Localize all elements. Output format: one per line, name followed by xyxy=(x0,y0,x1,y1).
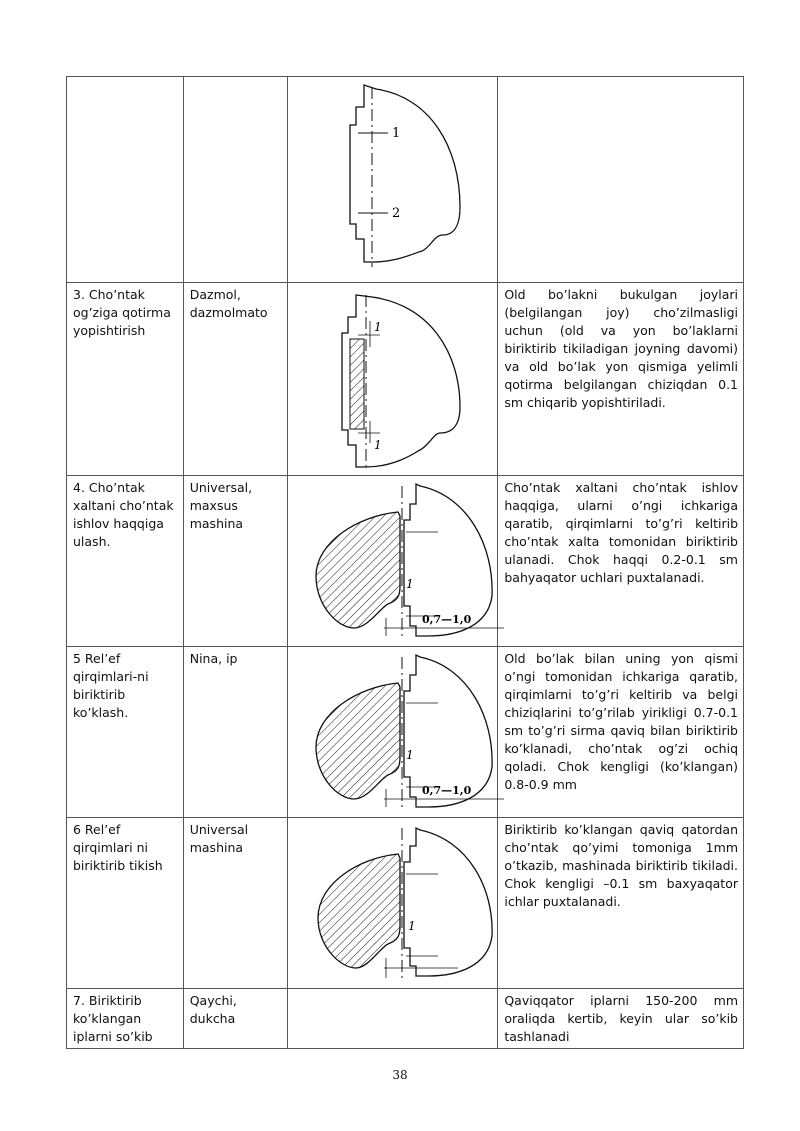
equipment-cell: Nina, ip xyxy=(183,647,288,818)
equipment-cell: Universal mashina xyxy=(183,818,288,989)
table-row xyxy=(67,818,744,989)
description-cell xyxy=(498,77,744,283)
process-table xyxy=(66,76,744,1049)
figure-label: 0,7—1,0 xyxy=(422,784,472,797)
description-cell: Old bo’lakni bukulgan joylari (belgilangan joy) cho’zilmasligi uchun (old va yon bo’laklarni biriktirib tikiladigan joyning davomi) va old bo’lak yon qismiga yelimli qotirma belgilangan chiziqdan 0.1 sm chiqarib yopishtiriladi. xyxy=(498,283,744,476)
step-cell: 5 Rel’ef qirqimlari-ni biriktirib ko’klash. xyxy=(67,647,184,818)
figure-cell xyxy=(288,283,498,476)
description-cell: Old bo’lak bilan uning yon qismi o’ngi tomonidan ichkariga qaratib, qirqimlarni to’g’ri keltirib va belgi chiziqlarini to’g’rilab yirikligi 0.7-0.1 sm to’g’ri sirma qaviq bilan biriktirib ko’klanadi, cho’ntak og’zi ochiq qoladi. Chok kengligi (ko’klangan) 0.8-0.9 mm xyxy=(498,647,744,818)
description-cell: Cho’ntak xaltani cho’ntak ishlov haqqiga, ularni o’ngi ichkariga qaratib, qirqimlarni to’g’ri keltirib cho’ntak xalta tomonidan biriktirib ulanadi. Chok haqqi 0.2-0.1 sm bahyaqator uchlari puxtalanadi. xyxy=(498,476,744,647)
pocket-figure-3 xyxy=(288,476,505,646)
figure-cell xyxy=(288,818,498,989)
figure-label: 2 xyxy=(392,206,401,221)
figure-label: 1 xyxy=(406,748,414,762)
equipment-cell: Dazmol, dazmolmato xyxy=(183,283,288,476)
step-cell: 3. Cho’ntak og’ziga qotirma yopishtirish xyxy=(67,283,184,476)
figure-label: 1 xyxy=(374,438,382,452)
figure-cell xyxy=(288,476,498,647)
figure-label: 0,7—1,0 xyxy=(422,613,472,626)
pocket-figure-2 xyxy=(288,283,505,475)
table-row xyxy=(67,77,744,283)
step-cell: 4. Cho’ntak xaltani cho’ntak ishlov haqqiga ulash. xyxy=(67,476,184,647)
figure-cell xyxy=(288,77,498,283)
figure-label: 1 xyxy=(392,126,401,141)
step-cell: 7. Biriktirib ko’klangan iplarni so’kib xyxy=(67,989,184,1049)
equipment-cell xyxy=(183,77,288,283)
figure-cell xyxy=(288,989,498,1049)
figure-label: 1 xyxy=(374,320,382,334)
description-cell: Qaviqqator iplarni 150-200 mm oraliqda kertib, keyin ular so’kib tashlanadi xyxy=(498,989,744,1049)
table-row xyxy=(67,989,744,1049)
figure-label: 1 xyxy=(408,919,416,933)
page-number: 38 xyxy=(392,1068,408,1082)
pocket-figure-1 xyxy=(288,77,505,282)
equipment-cell: Universal, maxsus mashina xyxy=(183,476,288,647)
table-row xyxy=(67,647,744,818)
pocket-figure-5 xyxy=(288,818,505,988)
step-cell: 6 Rel’ef qirqimlari ni biriktirib tikish xyxy=(67,818,184,989)
description-cell: Biriktirib ko’klangan qaviq qatordan cho’ntak qo’yimi tomoniga 1mm o’tkazib, mashinada biriktirib tikiladi. Chok kengligi –0.1 sm baxyaqator ichlar puxtalanadi. xyxy=(498,818,744,989)
table-row xyxy=(67,283,744,476)
equipment-cell: Qaychi, dukcha xyxy=(183,989,288,1049)
step-cell xyxy=(67,77,184,283)
figure-cell xyxy=(288,647,498,818)
pocket-figure-4 xyxy=(288,647,505,817)
table-row xyxy=(67,476,744,647)
figure-label: 1 xyxy=(406,577,414,591)
